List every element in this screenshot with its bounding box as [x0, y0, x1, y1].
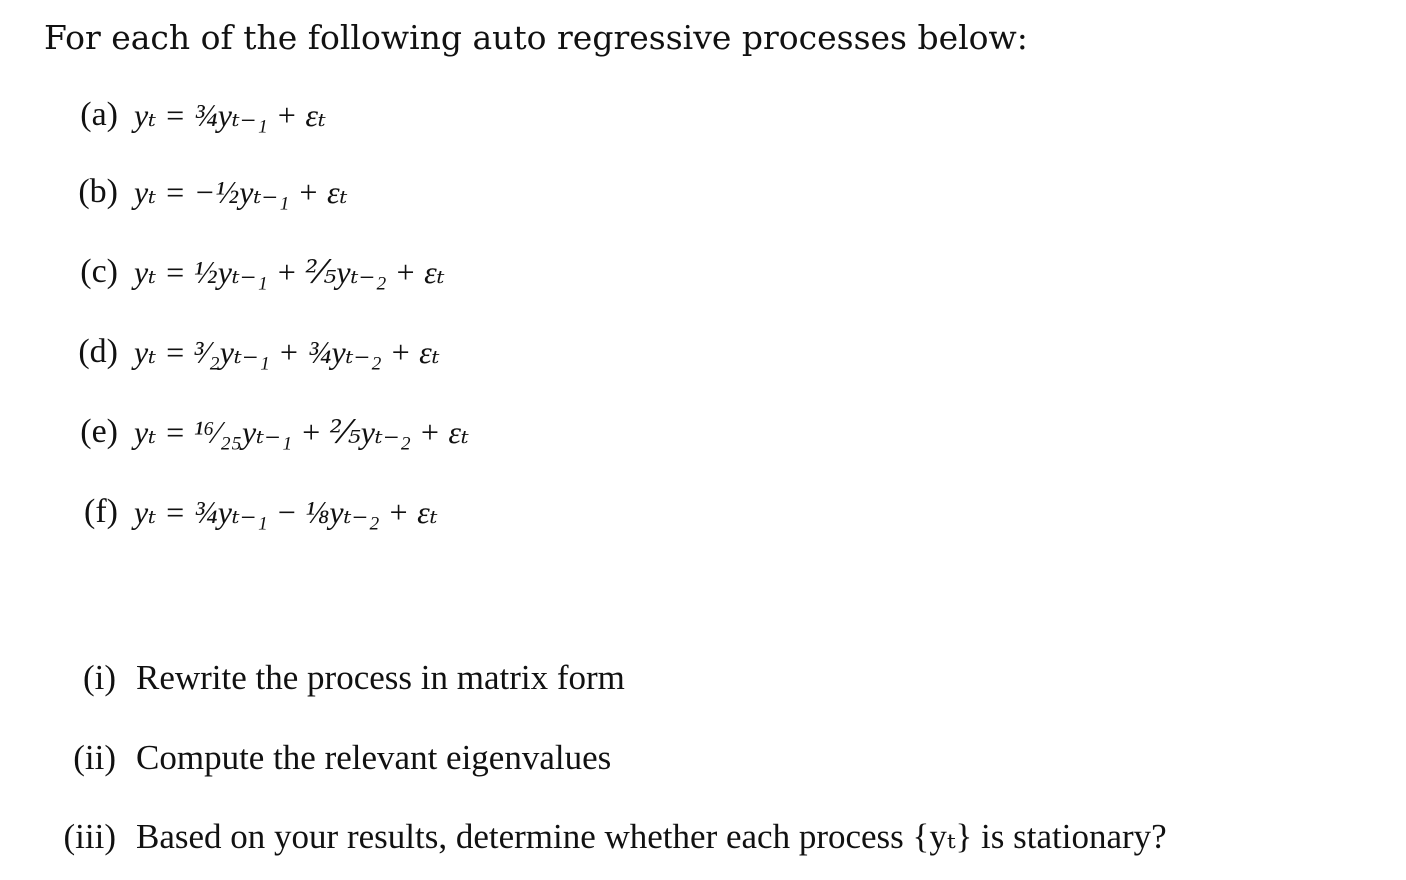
question-item-iii — [0, 811, 1406, 863]
process-equation: yₜ = ½yₜ₋₁ + ⅖yₜ₋₂ + εₜ — [134, 254, 445, 290]
process-label: (e) — [80, 413, 118, 450]
process-label: (f) — [84, 493, 118, 530]
process-equation: yₜ = ³⁄₂yₜ₋₁ + ¾yₜ₋₂ + εₜ — [134, 334, 440, 370]
process-item-c — [0, 246, 1406, 298]
question-label: (ii) — [73, 738, 116, 777]
process-label: (b) — [78, 173, 118, 210]
process-item-f — [0, 486, 1406, 538]
process-label: (d) — [78, 333, 118, 370]
question-text: Rewrite the process in matrix form — [136, 658, 625, 697]
process-equation: yₜ = ¾yₜ₋₁ − ⅛yₜ₋₂ + εₜ — [134, 494, 438, 530]
process-item-e — [0, 406, 1406, 458]
process-item-a — [0, 89, 1406, 141]
question-item-i — [0, 652, 1406, 704]
process-label: (c) — [80, 253, 118, 290]
question-label: (i) — [82, 658, 116, 697]
question-label: (iii) — [63, 817, 116, 856]
process-label: (a) — [80, 96, 118, 133]
process-item-d — [0, 326, 1406, 378]
process-equation: yₜ = ¾yₜ₋₁ + εₜ — [134, 97, 326, 133]
question-text: Compute the relevant eigenvalues — [136, 738, 612, 777]
question-item-ii — [0, 732, 1406, 784]
process-equation: yₜ = ¹⁶⁄₂₅yₜ₋₁ + ⅖yₜ₋₂ + εₜ — [134, 414, 469, 450]
process-equation: yₜ = −½yₜ₋₁ + εₜ — [134, 174, 348, 210]
question-text: Based on your results, determine whether each process {yₜ} is stationary? — [136, 817, 1167, 856]
intro-text: For each of the following auto regressive processes below: — [44, 18, 1028, 57]
process-item-b — [0, 166, 1406, 218]
